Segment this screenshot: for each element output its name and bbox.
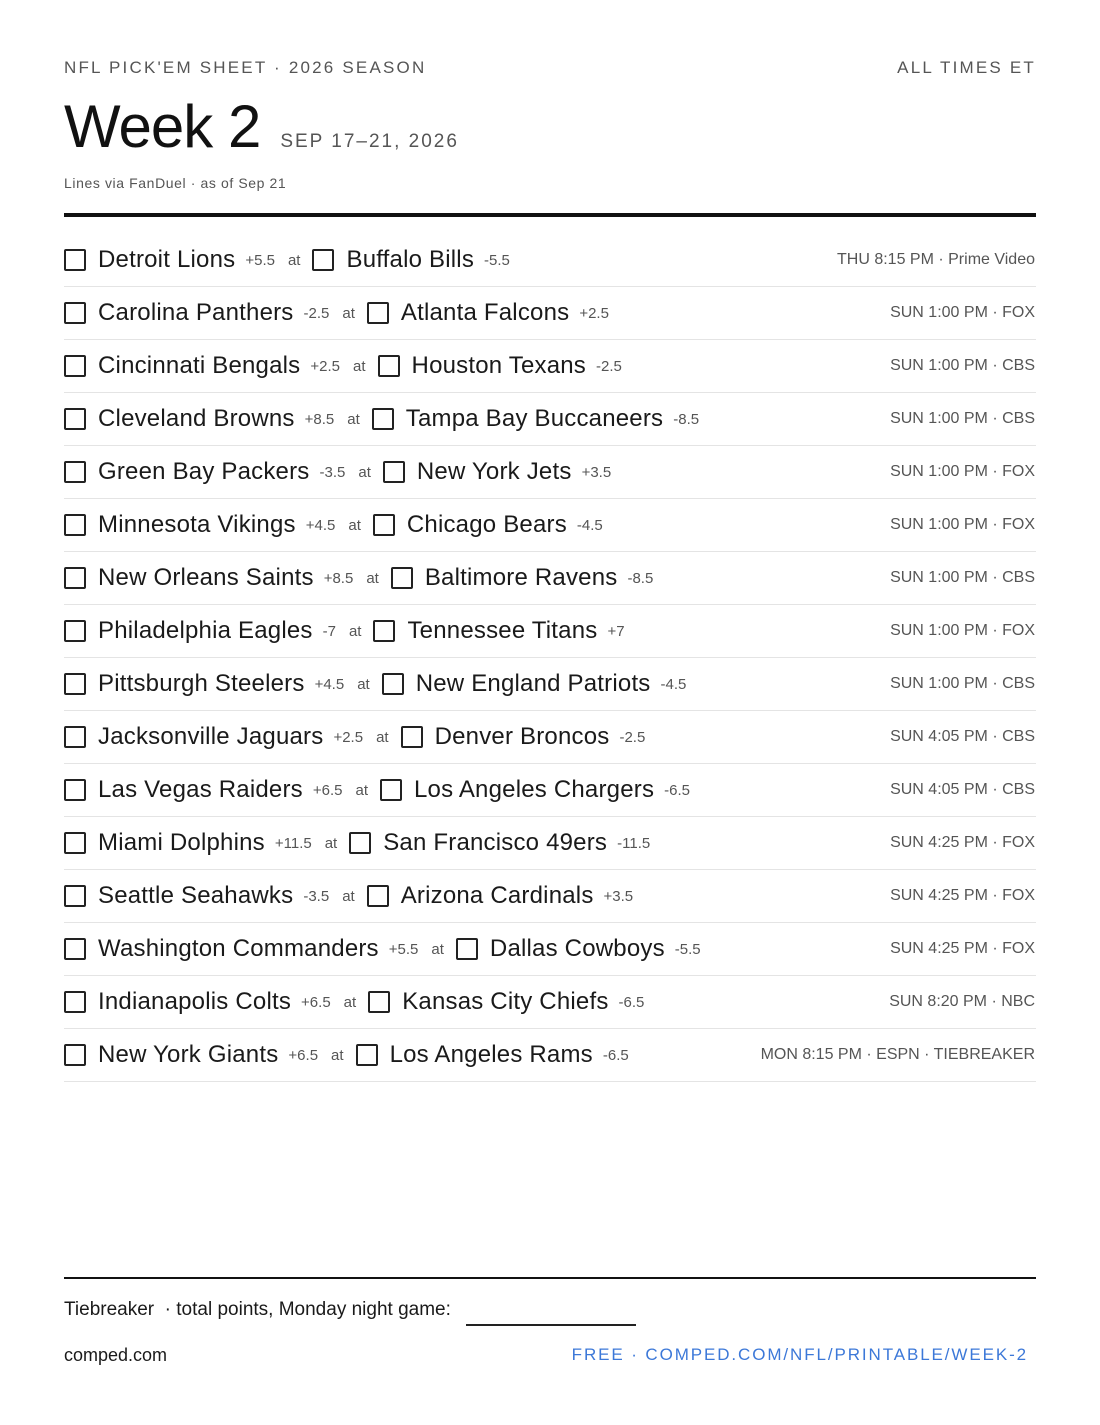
home-team: Buffalo Bills: [346, 246, 475, 273]
kickoff-time: MON 8:15 PM · ESPN · TIEBREAKER: [760, 1046, 1035, 1063]
home-team: New York Jets: [416, 458, 572, 485]
away-spread: +8.5: [304, 410, 335, 428]
home-team: Tennessee Titans: [407, 617, 598, 644]
kickoff-time: SUN 4:05 PM · CBS: [890, 728, 1035, 745]
game-row: [64, 764, 1036, 817]
home-spread: +2.5: [579, 304, 609, 322]
away-pick-checkbox[interactable]: [64, 832, 86, 854]
home-pick-checkbox[interactable]: [349, 832, 371, 854]
home-spread: -5.5: [674, 940, 701, 958]
tiebreaker-input-line[interactable]: [466, 1324, 636, 1326]
home-spread: +3.5: [581, 463, 612, 481]
game-row: [64, 976, 1036, 1029]
kickoff-time: SUN 1:00 PM · CBS: [890, 569, 1035, 586]
game-row: [64, 711, 1036, 764]
away-pick-checkbox[interactable]: [64, 302, 86, 324]
at-separator: at: [358, 463, 371, 481]
kickoff-time: SUN 1:00 PM · FOX: [890, 622, 1035, 639]
away-pick-checkbox[interactable]: [64, 408, 86, 430]
away-pick-checkbox[interactable]: [64, 567, 86, 589]
kickoff-time: SUN 1:00 PM · FOX: [890, 463, 1035, 480]
game-row: [64, 870, 1036, 923]
at-separator: at: [324, 834, 338, 852]
away-pick-checkbox[interactable]: [64, 779, 86, 801]
away-spread: +5.5: [245, 251, 275, 269]
time-zone-note: ALL TIMES ET: [897, 58, 1036, 77]
home-team: San Francisco 49ers: [383, 829, 608, 856]
home-pick-checkbox[interactable]: [372, 408, 394, 430]
week-dates: SEP 17–21, 2026: [280, 131, 459, 152]
home-pick-checkbox[interactable]: [382, 673, 404, 695]
game-row: [64, 1029, 1036, 1082]
away-spread: +2.5: [310, 357, 341, 375]
at-separator: at: [343, 993, 357, 1011]
kickoff-time: SUN 1:00 PM · FOX: [890, 304, 1035, 321]
game-row: [64, 658, 1036, 711]
home-spread: -2.5: [619, 728, 646, 746]
away-spread: +4.5: [305, 516, 336, 534]
at-separator: at: [355, 781, 368, 799]
home-team: Los Angeles Chargers: [414, 776, 655, 803]
away-team: Cleveland Browns: [98, 405, 295, 432]
home-pick-checkbox[interactable]: [373, 514, 395, 536]
away-team: Carolina Panthers: [98, 299, 294, 326]
away-spread: -7: [322, 622, 336, 640]
kickoff-time: SUN 4:05 PM · CBS: [890, 781, 1035, 798]
kickoff-time: SUN 8:20 PM · NBC: [889, 993, 1035, 1010]
at-separator: at: [342, 304, 355, 322]
away-spread: -3.5: [303, 887, 330, 905]
game-row: [64, 552, 1036, 605]
at-separator: at: [353, 357, 366, 375]
away-spread: +6.5: [312, 781, 343, 799]
sheet-eyebrow: NFL PICK'EM SHEET · 2026 SEASON: [64, 58, 427, 77]
home-pick-checkbox[interactable]: [401, 726, 423, 748]
home-team: Houston Texans: [411, 352, 586, 379]
home-team: Kansas City Chiefs: [402, 988, 609, 1015]
at-separator: at: [347, 410, 360, 428]
header-divider: [64, 213, 1036, 217]
kickoff-time: SUN 4:25 PM · FOX: [890, 834, 1035, 851]
at-separator: at: [357, 675, 370, 693]
home-pick-checkbox[interactable]: [456, 938, 478, 960]
game-row: [64, 817, 1036, 870]
game-row: [64, 923, 1036, 976]
game-row: [64, 234, 1036, 287]
at-separator: at: [376, 728, 389, 746]
away-pick-checkbox[interactable]: [64, 514, 86, 536]
home-spread: +7: [607, 622, 625, 640]
site-name: comped.com: [64, 1345, 168, 1365]
away-spread: -3.5: [319, 463, 346, 481]
games-list: [64, 234, 1036, 1082]
kickoff-time: THU 8:15 PM · Prime Video: [837, 251, 1035, 268]
away-team: New York Giants: [98, 1041, 279, 1068]
home-pick-checkbox[interactable]: [383, 461, 405, 483]
away-pick-checkbox[interactable]: [64, 355, 86, 377]
away-pick-checkbox[interactable]: [64, 1044, 86, 1066]
game-row: [64, 499, 1036, 552]
away-team: Cincinnati Bengals: [98, 352, 301, 379]
at-separator: at: [331, 1046, 344, 1064]
away-team: Philadelphia Eagles: [98, 617, 313, 644]
away-pick-checkbox[interactable]: [64, 726, 86, 748]
at-separator: at: [348, 516, 361, 534]
printable-url-link[interactable]: FREE · COMPED.COM/NFL/PRINTABLE/WEEK-2: [571, 1345, 1028, 1364]
away-pick-checkbox[interactable]: [64, 938, 86, 960]
home-team: Arizona Cardinals: [400, 882, 594, 909]
away-pick-checkbox[interactable]: [64, 620, 86, 642]
away-spread: +2.5: [333, 728, 364, 746]
home-spread: -6.5: [664, 781, 691, 799]
tiebreaker-label: Tiebreaker · total points, Monday night game:: [64, 1299, 451, 1320]
lines-source: Lines via FanDuel · as of Sep 21: [64, 175, 287, 191]
tiebreaker: [64, 1299, 636, 1321]
at-separator: at: [348, 622, 362, 640]
home-team: Denver Broncos: [434, 723, 610, 750]
home-spread: -5.5: [484, 251, 510, 269]
home-spread: +3.5: [603, 887, 634, 905]
home-team: Chicago Bears: [406, 511, 567, 538]
home-pick-checkbox[interactable]: [367, 302, 389, 324]
kickoff-time: SUN 1:00 PM · CBS: [890, 357, 1035, 374]
kickoff-time: SUN 1:00 PM · CBS: [890, 675, 1035, 692]
kickoff-time: SUN 4:25 PM · FOX: [890, 887, 1035, 904]
away-team: New Orleans Saints: [98, 564, 314, 591]
away-spread: +6.5: [301, 993, 331, 1011]
away-spread: +6.5: [288, 1046, 319, 1064]
away-pick-checkbox[interactable]: [64, 249, 86, 271]
home-spread: -11.5: [617, 834, 651, 852]
home-team: Los Angeles Rams: [389, 1041, 593, 1068]
home-spread: -8.5: [673, 410, 700, 428]
home-pick-checkbox[interactable]: [367, 885, 389, 907]
page-title: Week 2: [64, 93, 261, 160]
home-pick-checkbox[interactable]: [356, 1044, 378, 1066]
home-pick-checkbox[interactable]: [373, 620, 395, 642]
kickoff-time: SUN 1:00 PM · CBS: [890, 410, 1035, 427]
at-separator: at: [366, 569, 379, 587]
home-pick-checkbox[interactable]: [391, 567, 413, 589]
away-spread: +5.5: [388, 940, 419, 958]
home-spread: -6.5: [602, 1046, 629, 1064]
away-team: Pittsburgh Steelers: [98, 670, 305, 697]
away-team: Minnesota Vikings: [98, 511, 296, 538]
home-team: Atlanta Falcons: [400, 299, 570, 326]
home-pick-checkbox[interactable]: [368, 991, 390, 1013]
away-team: Detroit Lions: [98, 246, 236, 273]
game-row: [64, 287, 1036, 340]
at-separator: at: [342, 887, 355, 905]
game-row: [64, 340, 1036, 393]
away-pick-checkbox[interactable]: [64, 885, 86, 907]
home-team: Dallas Cowboys: [489, 935, 665, 962]
away-spread: +8.5: [323, 569, 354, 587]
home-spread: -8.5: [627, 569, 654, 587]
away-spread: -2.5: [303, 304, 330, 322]
kickoff-time: SUN 1:00 PM · FOX: [890, 516, 1035, 533]
at-separator: at: [287, 251, 301, 269]
away-pick-checkbox[interactable]: [64, 673, 86, 695]
home-pick-checkbox[interactable]: [380, 779, 402, 801]
home-team: Baltimore Ravens: [424, 564, 618, 591]
home-pick-checkbox[interactable]: [378, 355, 400, 377]
game-row: [64, 605, 1036, 658]
home-spread: -4.5: [660, 675, 687, 693]
kickoff-time: SUN 4:25 PM · FOX: [890, 940, 1035, 957]
away-spread: +4.5: [314, 675, 345, 693]
at-separator: at: [431, 940, 444, 958]
away-team: Indianapolis Colts: [98, 988, 292, 1015]
home-spread: -4.5: [576, 516, 603, 534]
away-team: Jacksonville Jaguars: [98, 723, 324, 750]
away-team: Washington Commanders: [98, 935, 379, 962]
home-team: Tampa Bay Buccaneers: [405, 405, 664, 432]
home-pick-checkbox[interactable]: [312, 249, 334, 271]
home-spread: -2.5: [596, 357, 622, 375]
home-spread: -6.5: [618, 993, 645, 1011]
game-row: [64, 446, 1036, 499]
away-team: Las Vegas Raiders: [98, 776, 303, 803]
home-team: New England Patriots: [415, 670, 651, 697]
away-pick-checkbox[interactable]: [64, 991, 86, 1013]
away-team: Seattle Seahawks: [98, 882, 294, 909]
away-team: Green Bay Packers: [98, 458, 310, 485]
pickem-sheet: [64, 0, 1036, 1425]
footer-divider: [64, 1277, 1036, 1279]
game-row: [64, 393, 1036, 446]
away-team: Miami Dolphins: [98, 829, 265, 856]
title-row: [64, 90, 459, 164]
away-pick-checkbox[interactable]: [64, 461, 86, 483]
away-spread: +11.5: [274, 834, 312, 852]
